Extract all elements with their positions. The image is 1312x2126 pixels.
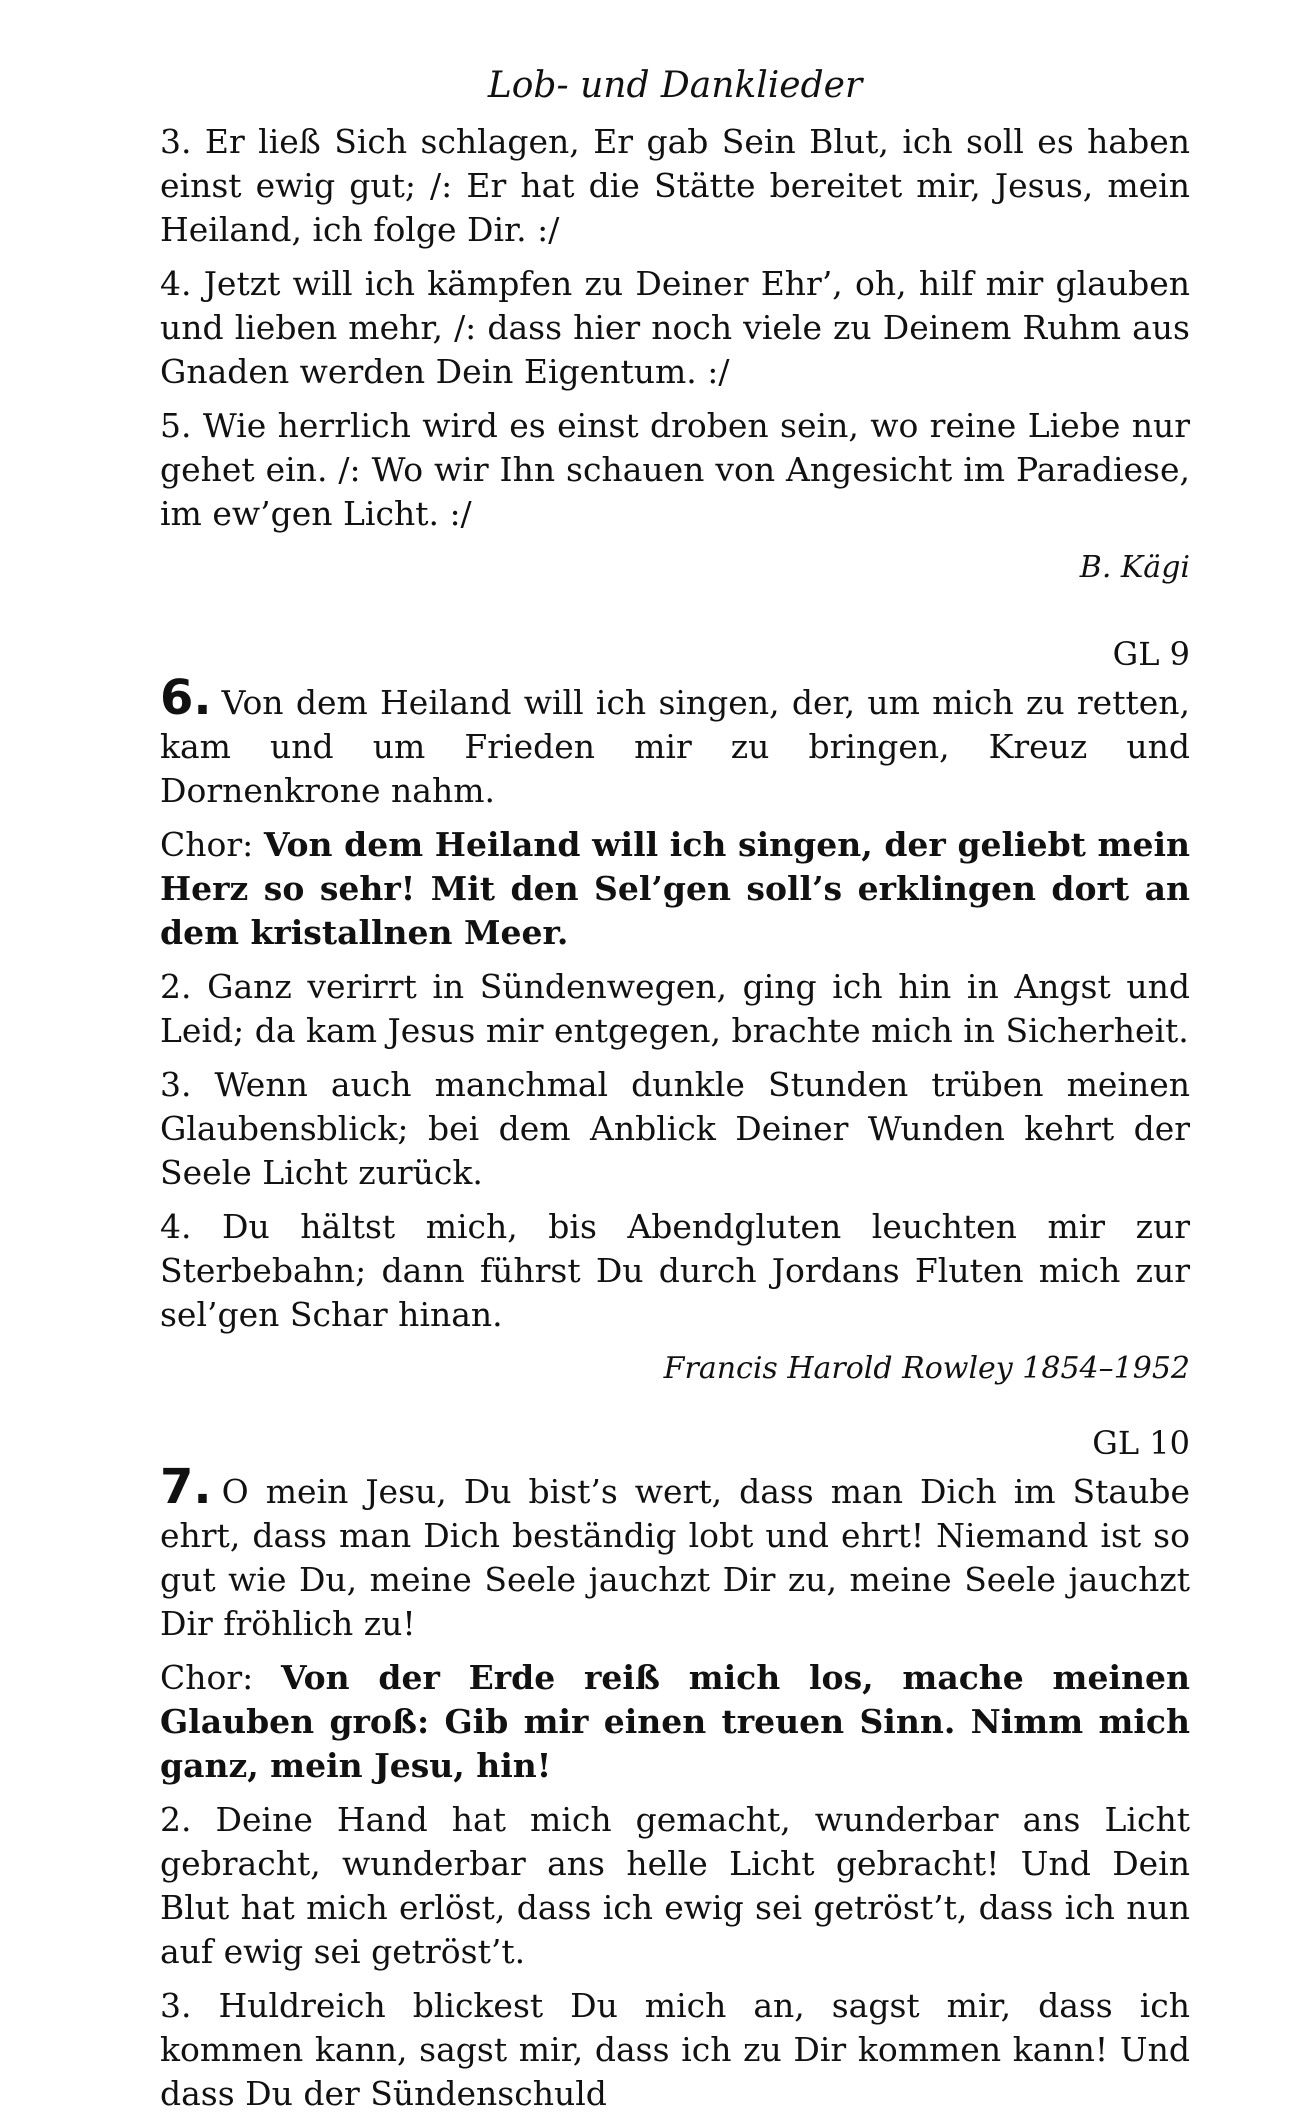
- song5-author: B. Kägi: [1079, 550, 1190, 585]
- song7-chorus-text: Von der Erde reiß mich los, mache meinen Glauben groß: Gib mir einen treuen Sinn. Nimm mich ganz, mein Jesu, hin!: [160, 1658, 1190, 1785]
- song6-first-verse: Von dem Heiland will ich singen, der, um mich zu retten, kam und um Frieden mir zu bringen, Kreuz und Dornenkrone nahm.: [160, 683, 1190, 810]
- song5-verse-4: 4. Jetzt will ich kämpfen zu Deiner Ehr’, oh, hilf mir glauben und lieben mehr, /: dass hier noch viele zu Deinem Ruhm aus Gnaden werden Dein Eigentum. :/: [160, 264, 1190, 391]
- song7-reference: GL 10: [1092, 1424, 1190, 1462]
- song7-verse-2: 2. Deine Hand hat mich gemacht, wunderbar ans Licht gebracht, wunderbar ans helle Licht gebracht! Und Dein Blut hat mich erlöst, dass ich ewig sei getröst’t, dass ich nun auf ewig sei getröst’t.: [160, 1800, 1190, 1971]
- song7-chorus: [160, 1656, 1190, 1788]
- song6-author: Francis Harold Rowley 1854–1952: [663, 1351, 1190, 1386]
- song5-verse-5: 5. Wie herrlich wird es einst droben sein, wo reine Liebe nur gehet ein. /: Wo wir Ihn schauen von Angesicht im Paradiese, im ew’gen Licht. :/: [160, 406, 1190, 533]
- song5-verse-3: 3. Er ließ Sich schlagen, Er gab Sein Blut, ich soll es haben einst ewig gut; /: Er hat die Stätte bereitet mir, Jesus, mein Heiland, ich folge Dir. :/: [160, 122, 1190, 249]
- hymnal-page: [160, 60, 1190, 2126]
- song6-verse-1: [160, 670, 1190, 813]
- spacer: [160, 590, 1190, 632]
- song7-verse-3: 3. Huldreich blickest Du mich an, sagst mir, dass ich kommen kann, sagst mir, dass ich zu Dir kommen kann! Und dass Du der Sündenschuld: [160, 1986, 1190, 2113]
- song-7: [160, 1421, 1190, 2116]
- song6-chorus: [160, 823, 1190, 955]
- song6-chorus-text: Von dem Heiland will ich singen, der geliebt mein Herz so sehr! Mit den Sel’gen soll’s erklingen dort an dem kristallnen Meer.: [160, 825, 1190, 952]
- song7-verse-1: [160, 1459, 1190, 1646]
- song-5: [160, 120, 1190, 590]
- song6-verse-4: 4. Du hältst mich, bis Abendgluten leuchten mir zur Sterbebahn; dann führst Du durch Jordans Fluten mich zur sel’gen Schar hinan.: [160, 1207, 1190, 1334]
- song7-chorus-label: Chor:: [160, 1658, 254, 1697]
- song6-verse-3: 3. Wenn auch manchmal dunkle Stunden trüben meinen Glaubensblick; bei dem Anblick Deiner Wunden kehrt der Seele Licht zurück.: [160, 1065, 1190, 1192]
- song6-verse-2: 2. Ganz verirrt in Sündenwegen, ging ich hin in Angst und Leid; da kam Jesus mir entgegen, brachte mich in Sicherheit.: [160, 967, 1190, 1050]
- song7-number: 7.: [160, 1459, 212, 1515]
- song7-first-verse: O mein Jesu, Du bist’s wert, dass man Dich im Staube ehrt, dass man Dich beständig lobt und ehrt! Niemand ist so gut wie Du, meine Seele jauchzt Dir zu, meine Seele jauchzt Dir fröhlich zu!: [160, 1472, 1190, 1643]
- song-6: [160, 632, 1190, 1391]
- running-head: Lob- und Danklieder: [487, 65, 863, 106]
- spacer: [160, 1391, 1190, 1421]
- song6-chorus-label: Chor:: [160, 825, 254, 864]
- song6-number: 6.: [160, 670, 212, 726]
- song6-reference: GL 9: [1112, 635, 1190, 673]
